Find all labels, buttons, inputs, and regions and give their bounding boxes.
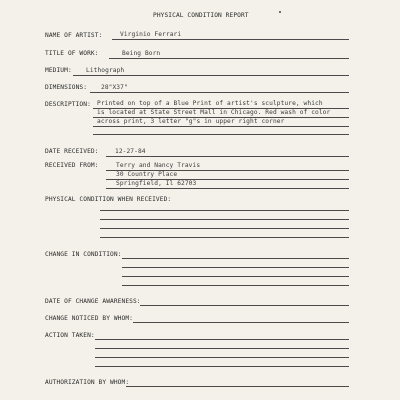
date-received-label: DATE RECEIVED:: [45, 148, 99, 155]
date-received-value: 12-27-84: [115, 148, 146, 155]
change-in-condition-rule-4: [122, 285, 349, 286]
date-of-change-label: DATE OF CHANGE AWARENESS:: [45, 298, 141, 305]
action-taken-rule-1: [95, 339, 349, 340]
name-of-artist-line: [112, 39, 349, 40]
name-of-artist-value: Virginio Ferrari: [120, 31, 182, 38]
change-in-condition-rule-3: [122, 276, 349, 277]
dimensions-label: DIMENSIONS:: [45, 84, 88, 91]
authorization-line: [126, 386, 349, 387]
title-of-work-line: [109, 58, 349, 59]
physical-condition-rule-4: [100, 237, 349, 238]
description-rule-3: [93, 126, 349, 127]
physical-condition-rule-1: [100, 210, 349, 211]
received-from-line-3: Springfield, Il 62703: [116, 180, 197, 187]
medium-value: Lithograph: [86, 67, 125, 74]
description-line-2: is located at State Street Mall in Chicago. Red wash of color: [97, 109, 331, 116]
received-from-line-2: 30 Country Place: [116, 171, 178, 178]
medium-label: MEDIUM:: [45, 67, 72, 74]
medium-line: [73, 75, 349, 76]
change-noticed-by-line: [133, 322, 349, 323]
title-of-work-label: TITLE OF WORK:: [45, 50, 99, 57]
ink-speck: [279, 11, 281, 13]
action-taken-rule-2: [95, 348, 349, 349]
description-rule-4: [93, 134, 349, 135]
title-of-work-value: Being Born: [122, 50, 161, 57]
report-title: PHYSICAL CONDITION REPORT: [153, 12, 249, 19]
change-in-condition-label: CHANGE IN CONDITION:: [45, 251, 122, 258]
received-from-label: RECEIVED FROM:: [45, 162, 99, 169]
name-of-artist-label: NAME OF ARTIST:: [45, 32, 103, 39]
dimensions-line: [90, 92, 349, 93]
date-of-change-line: [140, 305, 349, 306]
authorization-label: AUTHORIZATION BY WHOM:: [45, 379, 130, 386]
description-line-3: across print, 3 letter "g"s in upper right corner: [97, 118, 285, 125]
dimensions-value: 28"X37": [101, 84, 128, 91]
date-received-line: [106, 156, 349, 157]
physical-condition-label: PHYSICAL CONDITION WHEN RECEIVED:: [45, 196, 172, 203]
change-noticed-by-label: CHANGE NOTICED BY WHOM:: [45, 315, 133, 322]
description-label: DESCRIPTION:: [45, 101, 91, 108]
description-line-1: Printed on top of a Blue Print of artist's sculpture, which: [97, 100, 323, 107]
change-in-condition-rule-2: [122, 267, 349, 268]
action-taken-rule-3: [95, 357, 349, 358]
physical-condition-rule-3: [100, 228, 349, 229]
change-in-condition-rule-1: [122, 258, 349, 259]
received-from-rule-3: [106, 188, 349, 189]
action-taken-label: ACTION TAKEN:: [45, 332, 95, 339]
physical-condition-rule-2: [100, 219, 349, 220]
received-from-line-1: Terry and Nancy Travis: [116, 162, 201, 169]
action-taken-rule-4: [95, 366, 349, 367]
